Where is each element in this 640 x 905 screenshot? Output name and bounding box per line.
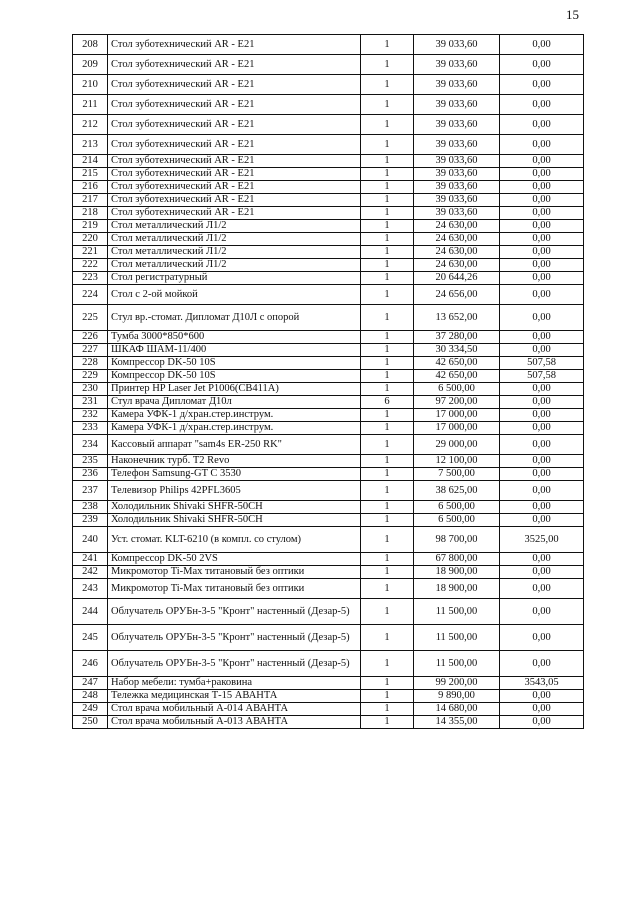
item-name-cell: Телевизор Philips 42PFL3605 <box>108 481 361 501</box>
quantity-cell: 1 <box>361 75 414 95</box>
quantity-cell: 1 <box>361 207 414 220</box>
price-cell: 18 900,00 <box>414 579 500 599</box>
row-number-cell: 218 <box>73 207 108 220</box>
row-number-cell: 238 <box>73 501 108 514</box>
quantity-cell: 1 <box>361 55 414 75</box>
price-cell: 11 500,00 <box>414 625 500 651</box>
table-row <box>73 135 584 155</box>
residual-value-cell: 0,00 <box>500 331 584 344</box>
row-number-cell: 245 <box>73 625 108 651</box>
table-row <box>73 716 584 729</box>
table-row <box>73 370 584 383</box>
residual-value-cell: 0,00 <box>500 703 584 716</box>
residual-value-cell: 0,00 <box>500 566 584 579</box>
quantity-cell: 1 <box>361 455 414 468</box>
table-row <box>73 481 584 501</box>
price-cell: 39 033,60 <box>414 35 500 55</box>
residual-value-cell: 0,00 <box>500 579 584 599</box>
quantity-cell: 1 <box>361 285 414 305</box>
table-row <box>73 285 584 305</box>
row-number-cell: 247 <box>73 677 108 690</box>
row-number-cell: 241 <box>73 553 108 566</box>
table-row <box>73 55 584 75</box>
item-name-cell: Стол врача мобильный А-013 АВАНТА <box>108 716 361 729</box>
quantity-cell: 1 <box>361 331 414 344</box>
item-name-cell: Стол зуботехнический AR - E21 <box>108 35 361 55</box>
price-cell: 24 630,00 <box>414 233 500 246</box>
item-name-cell: Стол зуботехнический AR - E21 <box>108 155 361 168</box>
row-number-cell: 239 <box>73 514 108 527</box>
item-name-cell: Стол зуботехнический AR - E21 <box>108 181 361 194</box>
table-row <box>73 651 584 677</box>
table-row <box>73 579 584 599</box>
quantity-cell: 1 <box>361 246 414 259</box>
price-cell: 13 652,00 <box>414 305 500 331</box>
table-row <box>73 677 584 690</box>
row-number-cell: 222 <box>73 259 108 272</box>
row-number-cell: 236 <box>73 468 108 481</box>
table-row <box>73 435 584 455</box>
quantity-cell: 1 <box>361 181 414 194</box>
price-cell: 39 033,60 <box>414 55 500 75</box>
quantity-cell: 1 <box>361 409 414 422</box>
row-number-cell: 217 <box>73 194 108 207</box>
item-name-cell: Облучатель ОРУБн-3-5 "Кронт" настенный (Дезар-5) <box>108 599 361 625</box>
price-cell: 99 200,00 <box>414 677 500 690</box>
residual-value-cell: 0,00 <box>500 435 584 455</box>
table-row <box>73 514 584 527</box>
price-cell: 24 630,00 <box>414 259 500 272</box>
row-number-cell: 232 <box>73 409 108 422</box>
row-number-cell: 233 <box>73 422 108 435</box>
quantity-cell: 1 <box>361 357 414 370</box>
table-row <box>73 95 584 115</box>
item-name-cell: Уст. стомат. KLT-6210 (в компл. со стулом) <box>108 527 361 553</box>
item-name-cell: Тележка медицинская Т-15 АВАНТА <box>108 690 361 703</box>
price-cell: 39 033,60 <box>414 155 500 168</box>
price-cell: 97 200,00 <box>414 396 500 409</box>
quantity-cell: 1 <box>361 501 414 514</box>
row-number-cell: 250 <box>73 716 108 729</box>
price-cell: 39 033,60 <box>414 207 500 220</box>
item-name-cell: Холодильник Shivaki SHFR-50CH <box>108 501 361 514</box>
residual-value-cell: 0,00 <box>500 396 584 409</box>
residual-value-cell: 507,58 <box>500 357 584 370</box>
price-cell: 11 500,00 <box>414 651 500 677</box>
item-name-cell: Стол зуботехнический AR - E21 <box>108 168 361 181</box>
residual-value-cell: 0,00 <box>500 651 584 677</box>
row-number-cell: 240 <box>73 527 108 553</box>
table-row <box>73 383 584 396</box>
quantity-cell: 1 <box>361 344 414 357</box>
price-cell: 30 334,50 <box>414 344 500 357</box>
row-number-cell: 219 <box>73 220 108 233</box>
quantity-cell: 1 <box>361 579 414 599</box>
row-number-cell: 211 <box>73 95 108 115</box>
residual-value-cell: 0,00 <box>500 168 584 181</box>
row-number-cell: 244 <box>73 599 108 625</box>
item-name-cell: Стол с 2-ой мойкой <box>108 285 361 305</box>
row-number-cell: 225 <box>73 305 108 331</box>
table-row <box>73 357 584 370</box>
residual-value-cell: 0,00 <box>500 75 584 95</box>
table-row <box>73 233 584 246</box>
quantity-cell: 1 <box>361 305 414 331</box>
item-name-cell: Стол врача мобильный А-014 АВАНТА <box>108 703 361 716</box>
price-cell: 29 000,00 <box>414 435 500 455</box>
table-row <box>73 455 584 468</box>
residual-value-cell: 0,00 <box>500 207 584 220</box>
item-name-cell: ШКАФ ШАМ-11/400 <box>108 344 361 357</box>
item-name-cell: Кассовый аппарат "sam4s ER-250 RK" <box>108 435 361 455</box>
item-name-cell: Компрессор DK-50 10S <box>108 357 361 370</box>
table-row <box>73 35 584 55</box>
residual-value-cell: 0,00 <box>500 155 584 168</box>
item-name-cell: Холодильник Shivaki SHFR-50CH <box>108 514 361 527</box>
item-name-cell: Стол металлический Л1/2 <box>108 220 361 233</box>
table-row <box>73 566 584 579</box>
row-number-cell: 229 <box>73 370 108 383</box>
row-number-cell: 234 <box>73 435 108 455</box>
residual-value-cell: 0,00 <box>500 625 584 651</box>
row-number-cell: 230 <box>73 383 108 396</box>
residual-value-cell: 0,00 <box>500 95 584 115</box>
row-number-cell: 208 <box>73 35 108 55</box>
table-row <box>73 625 584 651</box>
quantity-cell: 1 <box>361 35 414 55</box>
price-cell: 39 033,60 <box>414 75 500 95</box>
price-cell: 39 033,60 <box>414 181 500 194</box>
residual-value-cell: 0,00 <box>500 716 584 729</box>
price-cell: 17 000,00 <box>414 422 500 435</box>
row-number-cell: 224 <box>73 285 108 305</box>
price-cell: 42 650,00 <box>414 370 500 383</box>
item-name-cell: Микромотор Ti-Max титановый без оптики <box>108 566 361 579</box>
residual-value-cell: 0,00 <box>500 305 584 331</box>
price-cell: 14 680,00 <box>414 703 500 716</box>
row-number-cell: 223 <box>73 272 108 285</box>
residual-value-cell: 0,00 <box>500 259 584 272</box>
price-cell: 9 890,00 <box>414 690 500 703</box>
table-row <box>73 75 584 95</box>
price-cell: 24 630,00 <box>414 220 500 233</box>
item-name-cell: Стол зуботехнический AR - E21 <box>108 75 361 95</box>
item-name-cell: Стул вр.-стомат. Дипломат Д10Л с опорой <box>108 305 361 331</box>
row-number-cell: 216 <box>73 181 108 194</box>
row-number-cell: 209 <box>73 55 108 75</box>
row-number-cell: 214 <box>73 155 108 168</box>
row-number-cell: 249 <box>73 703 108 716</box>
item-name-cell: Стол регистратурный <box>108 272 361 285</box>
quantity-cell: 1 <box>361 677 414 690</box>
price-cell: 18 900,00 <box>414 566 500 579</box>
quantity-cell: 6 <box>361 396 414 409</box>
table-row <box>73 115 584 135</box>
residual-value-cell: 0,00 <box>500 422 584 435</box>
residual-value-cell: 3525,00 <box>500 527 584 553</box>
item-name-cell: Стол металлический Л1/2 <box>108 233 361 246</box>
price-cell: 24 630,00 <box>414 246 500 259</box>
row-number-cell: 242 <box>73 566 108 579</box>
row-number-cell: 231 <box>73 396 108 409</box>
price-cell: 11 500,00 <box>414 599 500 625</box>
item-name-cell: Стул врача Дипломат Д10л <box>108 396 361 409</box>
item-name-cell: Компрессор DK-50 10S <box>108 370 361 383</box>
row-number-cell: 237 <box>73 481 108 501</box>
price-cell: 20 644,26 <box>414 272 500 285</box>
page-number: 15 <box>566 7 579 22</box>
table-row <box>73 599 584 625</box>
row-number-cell: 228 <box>73 357 108 370</box>
residual-value-cell: 0,00 <box>500 599 584 625</box>
residual-value-cell: 0,00 <box>500 690 584 703</box>
item-name-cell: Облучатель ОРУБн-3-5 "Кронт" настенный (Дезар-5) <box>108 625 361 651</box>
price-cell: 14 355,00 <box>414 716 500 729</box>
price-cell: 39 033,60 <box>414 135 500 155</box>
item-name-cell: Компрессор DK-50 2VS <box>108 553 361 566</box>
quantity-cell: 1 <box>361 468 414 481</box>
price-cell: 38 625,00 <box>414 481 500 501</box>
price-cell: 6 500,00 <box>414 514 500 527</box>
residual-value-cell: 0,00 <box>500 468 584 481</box>
row-number-cell: 210 <box>73 75 108 95</box>
residual-value-cell: 0,00 <box>500 481 584 501</box>
quantity-cell: 1 <box>361 625 414 651</box>
residual-value-cell: 0,00 <box>500 272 584 285</box>
quantity-cell: 1 <box>361 481 414 501</box>
quantity-cell: 1 <box>361 703 414 716</box>
table-row <box>73 703 584 716</box>
item-name-cell: Облучатель ОРУБн-3-5 "Кронт" настенный (Дезар-5) <box>108 651 361 677</box>
row-number-cell: 213 <box>73 135 108 155</box>
residual-value-cell: 0,00 <box>500 220 584 233</box>
quantity-cell: 1 <box>361 194 414 207</box>
price-cell: 39 033,60 <box>414 194 500 207</box>
row-number-cell: 248 <box>73 690 108 703</box>
quantity-cell: 1 <box>361 95 414 115</box>
quantity-cell: 1 <box>361 370 414 383</box>
row-number-cell: 243 <box>73 579 108 599</box>
item-name-cell: Тумба 3000*850*600 <box>108 331 361 344</box>
table-row <box>73 501 584 514</box>
table-row <box>73 331 584 344</box>
table-row <box>73 168 584 181</box>
table-row <box>73 181 584 194</box>
row-number-cell: 212 <box>73 115 108 135</box>
table-row <box>73 246 584 259</box>
inventory-table <box>72 34 584 729</box>
row-number-cell: 246 <box>73 651 108 677</box>
quantity-cell: 1 <box>361 435 414 455</box>
quantity-cell: 1 <box>361 272 414 285</box>
price-cell: 24 656,00 <box>414 285 500 305</box>
quantity-cell: 1 <box>361 233 414 246</box>
item-name-cell: Стол зуботехнический AR - E21 <box>108 115 361 135</box>
row-number-cell: 221 <box>73 246 108 259</box>
item-name-cell: Наконечник турб. T2 Revo <box>108 455 361 468</box>
table-row <box>73 468 584 481</box>
price-cell: 7 500,00 <box>414 468 500 481</box>
item-name-cell: Телефон Samsung-GT C 3530 <box>108 468 361 481</box>
item-name-cell: Набор мебели: тумба+раковина <box>108 677 361 690</box>
residual-value-cell: 0,00 <box>500 35 584 55</box>
table-row <box>73 305 584 331</box>
quantity-cell: 1 <box>361 566 414 579</box>
quantity-cell: 1 <box>361 553 414 566</box>
price-cell: 6 500,00 <box>414 383 500 396</box>
item-name-cell: Стол зуботехнический AR - E21 <box>108 207 361 220</box>
table-row <box>73 207 584 220</box>
table-row <box>73 553 584 566</box>
item-name-cell: Камера УФК-1 д/хран.стер.инструм. <box>108 422 361 435</box>
residual-value-cell: 507,58 <box>500 370 584 383</box>
quantity-cell: 1 <box>361 168 414 181</box>
residual-value-cell: 0,00 <box>500 194 584 207</box>
quantity-cell: 1 <box>361 514 414 527</box>
quantity-cell: 1 <box>361 135 414 155</box>
quantity-cell: 1 <box>361 527 414 553</box>
residual-value-cell: 0,00 <box>500 135 584 155</box>
residual-value-cell: 0,00 <box>500 409 584 422</box>
item-name-cell: Стол металлический Л1/2 <box>108 246 361 259</box>
residual-value-cell: 0,00 <box>500 501 584 514</box>
price-cell: 12 100,00 <box>414 455 500 468</box>
quantity-cell: 1 <box>361 383 414 396</box>
residual-value-cell: 0,00 <box>500 115 584 135</box>
row-number-cell: 215 <box>73 168 108 181</box>
table-row <box>73 422 584 435</box>
item-name-cell: Стол зуботехнический AR - E21 <box>108 55 361 75</box>
residual-value-cell: 0,00 <box>500 514 584 527</box>
quantity-cell: 1 <box>361 599 414 625</box>
quantity-cell: 1 <box>361 422 414 435</box>
table-row <box>73 259 584 272</box>
table-row <box>73 344 584 357</box>
residual-value-cell: 0,00 <box>500 553 584 566</box>
quantity-cell: 1 <box>361 716 414 729</box>
residual-value-cell: 3543,05 <box>500 677 584 690</box>
price-cell: 67 800,00 <box>414 553 500 566</box>
table-row <box>73 527 584 553</box>
table-row <box>73 220 584 233</box>
item-name-cell: Стол зуботехнический AR - E21 <box>108 194 361 207</box>
residual-value-cell: 0,00 <box>500 233 584 246</box>
quantity-cell: 1 <box>361 115 414 135</box>
residual-value-cell: 0,00 <box>500 383 584 396</box>
table-row <box>73 272 584 285</box>
quantity-cell: 1 <box>361 259 414 272</box>
price-cell: 17 000,00 <box>414 409 500 422</box>
item-name-cell: Стол зуботехнический AR - E21 <box>108 95 361 115</box>
price-cell: 98 700,00 <box>414 527 500 553</box>
table-row <box>73 194 584 207</box>
quantity-cell: 1 <box>361 690 414 703</box>
price-cell: 39 033,60 <box>414 115 500 135</box>
row-number-cell: 227 <box>73 344 108 357</box>
table-row <box>73 396 584 409</box>
row-number-cell: 220 <box>73 233 108 246</box>
quantity-cell: 1 <box>361 220 414 233</box>
item-name-cell: Стол металлический Л1/2 <box>108 259 361 272</box>
row-number-cell: 226 <box>73 331 108 344</box>
residual-value-cell: 0,00 <box>500 246 584 259</box>
price-cell: 6 500,00 <box>414 501 500 514</box>
price-cell: 42 650,00 <box>414 357 500 370</box>
price-cell: 39 033,60 <box>414 95 500 115</box>
residual-value-cell: 0,00 <box>500 55 584 75</box>
item-name-cell: Стол зуботехнический AR - E21 <box>108 135 361 155</box>
inventory-rows <box>73 35 584 729</box>
price-cell: 37 280,00 <box>414 331 500 344</box>
table-row <box>73 155 584 168</box>
item-name-cell: Камера УФК-1 д/хран.стер.инструм. <box>108 409 361 422</box>
item-name-cell: Принтер HP Laser Jet P1006(CB411A) <box>108 383 361 396</box>
price-cell: 39 033,60 <box>414 168 500 181</box>
item-name-cell: Микромотор Ti-Max титановый без оптики <box>108 579 361 599</box>
residual-value-cell: 0,00 <box>500 455 584 468</box>
residual-value-cell: 0,00 <box>500 285 584 305</box>
table-row <box>73 409 584 422</box>
quantity-cell: 1 <box>361 155 414 168</box>
residual-value-cell: 0,00 <box>500 344 584 357</box>
quantity-cell: 1 <box>361 651 414 677</box>
table-row <box>73 690 584 703</box>
residual-value-cell: 0,00 <box>500 181 584 194</box>
row-number-cell: 235 <box>73 455 108 468</box>
